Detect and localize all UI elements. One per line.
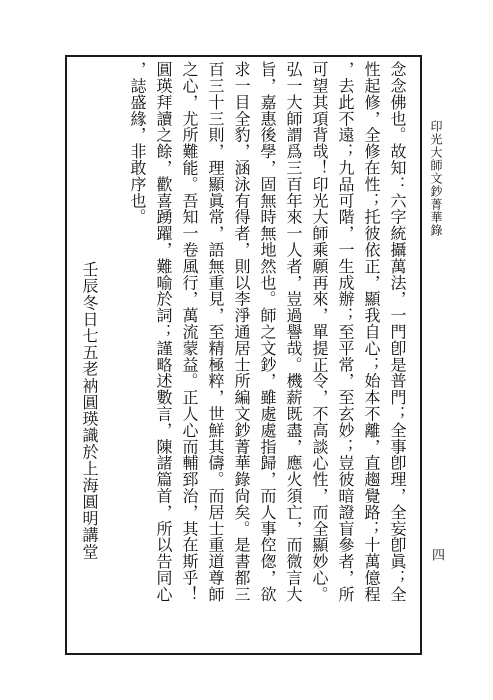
signature-line: 壬辰冬日七五老衲圓瑛識於上海圓明講堂 xyxy=(80,261,99,560)
text-column: 性起修，全修在性；托彼依正，顯我自心；始本不離，直趨覺路；十萬億程 xyxy=(362,61,381,603)
text-column: 旨，嘉惠後學，固無時無地然也。師之文鈔，雖處處指歸，而人事倥偬，欲 xyxy=(258,61,277,603)
text-column: 求一目全豹，涵泳有得者，則以李淨通居士所編文鈔菁華錄尙矣。是書都三 xyxy=(232,61,251,603)
text-column: 念念佛也。故知：六字統攝萬法，一門卽是普門；全事卽理，全妄卽眞；全 xyxy=(388,61,407,603)
text-column: ，誌盛緣，非敢序也。 xyxy=(128,61,147,225)
page-number: 四 xyxy=(429,548,444,561)
text-column: ，去此不遠；九品可階，一生成辦；至平常，至玄妙；豈彼暗證盲參者，所 xyxy=(336,61,355,603)
text-column: 百三十三則，理顯眞常，語無重見，至精極粹，世鮮其儔。而居士重道尊師 xyxy=(206,61,225,603)
running-header: 印光大師文鈔菁華錄 xyxy=(429,120,443,237)
text-column: 可望其項背哉！印光大師乘願再來，單提正令，不高談心性，而全顯妙心。 xyxy=(310,61,329,603)
text-column: 之心，尤所難能。吾知一卷風行，萬流蒙益。正人心而輔郅治，其在斯乎！ xyxy=(180,61,199,603)
text-column: 弘一大師謂爲三百年來一人者，豈過譽哉。機薪既盡，應火須亡，而微言大 xyxy=(284,61,303,603)
text-frame xyxy=(65,55,422,655)
text-column: 圓瑛拜讀之餘，歡喜踴躍，難喻於詞；謹略述數言，陳諸篇首，所以告同心 xyxy=(154,61,173,603)
